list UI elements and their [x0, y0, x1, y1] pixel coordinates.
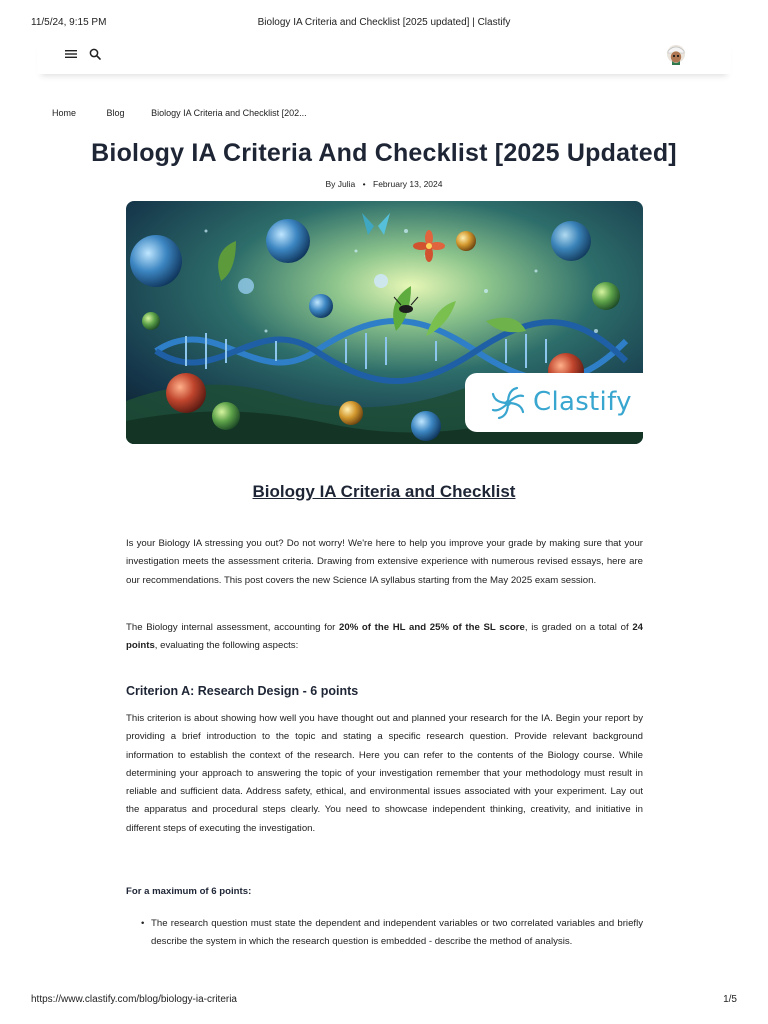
article-date: February 13, 2024: [373, 179, 443, 189]
criterion-a-paragraph: This criterion is about showing how well you have thought out and planned your research for the IA. Begin your report by providing a brief introduction to the topic and stating a specific research question. Provide relevant background information to establish the context of the research. Here you can refer to the contents of the Biology course. While determining your approach to answering the topic of your investigation remember that your methodology must result in reliable and sufficient data. Address safety, ethical, and environmental issues associated with your experiment. Lay out the apparatus and procedural steps clearly. You need to showcase independent thinking, creativity, and initiative in different steps of executing the investigation.: [126, 713, 643, 834]
p2-text-after: , evaluating the following aspects:: [154, 640, 299, 652]
print-header: [31, 17, 737, 31]
article-byline: [0, 179, 768, 189]
menu-icon[interactable]: [64, 47, 78, 61]
clastify-logo-card: [465, 373, 643, 432]
breadcrumb-current: Biology IA Criteria and Checklist [202...: [151, 108, 307, 118]
p2-points-bold: 24 points: [126, 622, 643, 652]
list-item: [141, 915, 643, 952]
print-page-number: 1/5: [723, 994, 737, 1005]
criterion-a-heading: Criterion A: Research Design - 6 points: [126, 684, 359, 698]
breadcrumb-home-link[interactable]: Home: [52, 108, 77, 118]
print-datetime: 11/5/24, 9:15 PM: [31, 17, 107, 28]
page-title: Biology IA Criteria And Checklist [2025 Updated]: [91, 139, 677, 167]
print-url: https://www.clastify.com/blog/biology-ia-criteria: [31, 994, 237, 1005]
list-item-text: The research question must state the dependent and independent variables or two correlated variables and briefly describe the system in which the research question is embedded - describe the method of analysis.: [151, 918, 643, 948]
breadcrumb: [52, 108, 307, 118]
p2-weight-bold: 20% of the HL and 25% of the SL score: [339, 622, 525, 633]
assessment-paragraph: [126, 619, 643, 656]
search-icon[interactable]: [88, 47, 102, 61]
article-author[interactable]: By Julia: [325, 179, 356, 189]
user-avatar-icon[interactable]: [665, 43, 687, 67]
p2-text-before: The Biology internal assessment, accounting for: [126, 622, 340, 633]
criteria-bullet-list: [141, 915, 643, 952]
max-points-label: For a maximum of 6 points:: [126, 886, 252, 897]
site-navbar: [37, 38, 731, 74]
bullet-icon: •: [141, 918, 145, 929]
breadcrumb-blog-link[interactable]: Blog: [106, 108, 125, 118]
byline-separator: •: [362, 179, 366, 189]
print-footer: [31, 994, 737, 1006]
section-heading: Biology IA Criteria and Checklist: [252, 482, 516, 501]
intro-paragraph: Is your Biology IA stressing you out? Do not worry! We're here to help you improve your grade by making sure that your investigation meets the assessment criteria. Drawing from extensive experience with numerous revised essays, here are our recommendations. This post covers the new Science IA syllabus starting from the May 2025 exam session.: [126, 538, 643, 586]
hero-image: [126, 201, 643, 444]
clastify-logo-icon: [489, 384, 527, 422]
p2-text-mid: , is graded on a total of: [524, 622, 633, 633]
print-doc-title: Biology IA Criteria and Checklist [2025 updated] | Clastify: [257, 17, 511, 28]
clastify-logo-text: Clastify: [533, 387, 632, 417]
